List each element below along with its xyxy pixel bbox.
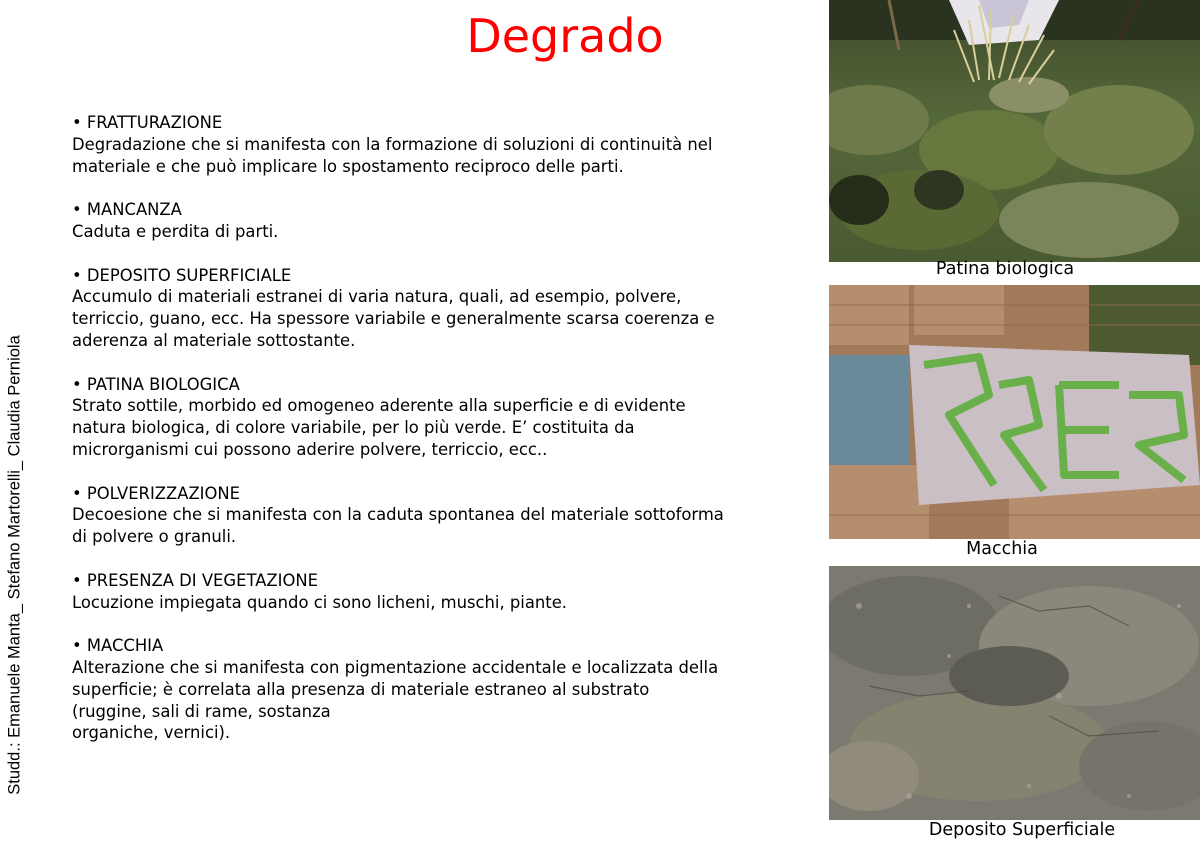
deposito-superficiale-photo — [829, 566, 1200, 820]
list-item-macchia — [72, 635, 802, 744]
item-heading: • MANCANZA — [72, 200, 182, 220]
item-description: Decoesione che si manifesta con la caduta spontanea del materiale sottoforma di polvere o granuli. — [72, 505, 724, 547]
item-description: Alterazione che si manifesta con pigmentazione accidentale e localizzata della superficie; è correlata alla presenza di materiale estraneo al substrato (ruggine, sali di rame, sostanza organiche, vernici). — [72, 657, 719, 743]
list-item-patina-biologica — [72, 374, 802, 461]
list-item-polverizzazione — [72, 483, 802, 548]
list-item-presenza-vegetazione — [72, 570, 802, 614]
side-credit — [0, 0, 30, 848]
macchia-photo — [829, 285, 1200, 539]
item-heading: • MACCHIA — [72, 636, 164, 656]
patina-biologica-photo — [829, 0, 1200, 262]
item-heading: • POLVERIZZAZIONE — [72, 483, 241, 503]
deposito-superficiale-caption: Deposito Superficiale — [928, 820, 1116, 840]
item-description: Accumulo di materiali estranei di varia natura, quali, ad esempio, polvere, terriccio, guano, ecc. Ha spessore variabile e generalmente scarsa coerenza e aderenza al materiale sottostante. — [72, 287, 715, 350]
list-item-fratturazione — [72, 112, 802, 177]
list-item-mancanza — [72, 199, 802, 243]
list-item-deposito-superficiale — [72, 265, 802, 352]
patina-biologica-caption: Patina biologica — [935, 259, 1075, 279]
item-heading: • FRATTURAZIONE — [72, 113, 223, 132]
item-description: Strato sottile, morbido ed omogeneo aderente alla superficie e di evidente natura biologica, di colore variabile, per lo più verde. E’ costituita da microrganismi cui possono aderire polvere, terriccio, ecc.. — [72, 396, 686, 459]
degradation-list — [72, 112, 802, 766]
page-title: Degrado — [466, 9, 664, 63]
item-heading: • PATINA BIOLOGICA — [72, 374, 240, 394]
credit-text: Studd.: Emanuele Manta_ Stefano Martorelli_ Claudia Perniola — [5, 335, 24, 795]
item-description: Degradazione che si manifesta con la formazione di soluzioni di continuità nel materiale e che può implicare lo spostamento reciproco delle parti. — [72, 134, 713, 176]
item-heading: • DEPOSITO SUPERFICIALE — [72, 265, 292, 285]
item-description: Caduta e perdita di parti. — [72, 221, 279, 241]
item-description: Locuzione impiegata quando ci sono licheni, muschi, piante. — [72, 592, 568, 612]
macchia-caption: Macchia — [966, 539, 1038, 559]
item-heading: • PRESENZA DI VEGETAZIONE — [72, 570, 319, 590]
